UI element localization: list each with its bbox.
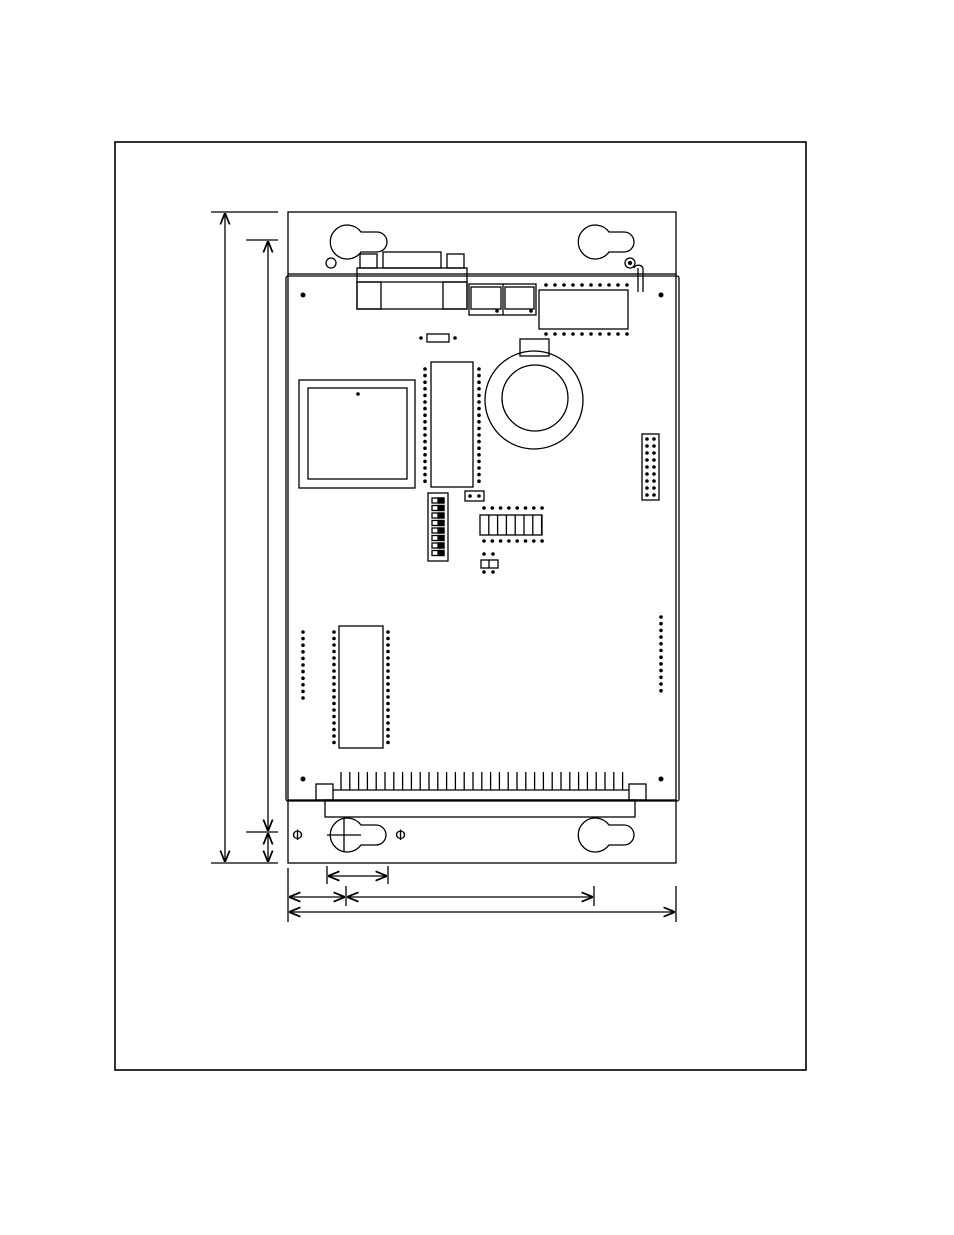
pad	[423, 427, 427, 431]
diameter-symbol-right: Φ	[395, 828, 407, 844]
pad	[507, 539, 511, 543]
pad	[332, 637, 336, 641]
pad	[524, 539, 528, 543]
pad	[477, 400, 481, 404]
pad	[645, 451, 649, 455]
switch-actuator	[438, 543, 444, 548]
dip-switch	[428, 493, 448, 561]
pad	[301, 696, 305, 700]
pad	[332, 663, 336, 667]
component-array	[480, 506, 544, 543]
pad	[598, 332, 602, 336]
pad	[477, 440, 481, 444]
pad	[477, 427, 481, 431]
pad	[332, 650, 336, 654]
dimension-vertical-inner	[246, 240, 278, 861]
pad	[386, 676, 390, 680]
pad	[423, 380, 427, 384]
pad	[499, 539, 503, 543]
ic-top-right	[539, 283, 629, 336]
small-hole-top-left	[326, 258, 336, 268]
pad	[645, 472, 649, 476]
pad	[332, 682, 336, 686]
pad	[659, 689, 663, 693]
pad	[540, 506, 544, 510]
diameter-symbol-left: Φ	[292, 828, 304, 844]
pad	[332, 702, 336, 706]
keyhole-slot-top-left	[330, 225, 387, 259]
pad	[571, 332, 575, 336]
pad	[423, 440, 427, 444]
pad	[659, 655, 663, 659]
pad	[482, 506, 486, 510]
pad	[544, 332, 548, 336]
pad	[652, 444, 656, 448]
pad	[423, 407, 427, 411]
pad	[477, 367, 481, 371]
pad	[301, 670, 305, 674]
pad	[652, 479, 656, 483]
pad	[332, 689, 336, 693]
pad	[652, 465, 656, 469]
pad	[477, 420, 481, 424]
pad	[598, 283, 602, 287]
switch-actuator	[438, 551, 444, 556]
pad	[386, 669, 390, 673]
pad	[532, 506, 536, 510]
keyhole-slot-bottom-right	[578, 818, 634, 852]
pad	[386, 643, 390, 647]
pad	[386, 689, 390, 693]
switch-actuator	[438, 513, 444, 518]
jumper-bottom	[481, 552, 498, 574]
pad	[515, 506, 519, 510]
switch-actuator	[438, 506, 444, 511]
pad	[477, 374, 481, 378]
pad	[482, 539, 486, 543]
pad	[423, 446, 427, 450]
pad	[652, 486, 656, 490]
pad	[386, 728, 390, 732]
pad	[332, 715, 336, 719]
pad	[553, 283, 557, 287]
switch-actuator	[438, 521, 444, 526]
modular-jacks	[469, 284, 536, 315]
pad	[645, 465, 649, 469]
pad	[332, 676, 336, 680]
pad	[423, 367, 427, 371]
bottom-flange	[288, 800, 676, 863]
pad	[562, 332, 566, 336]
pad	[332, 708, 336, 712]
pad	[386, 630, 390, 634]
pad	[607, 283, 611, 287]
dimension-horizontal-slot	[327, 866, 388, 884]
pad	[625, 332, 629, 336]
pad	[423, 394, 427, 398]
pad	[589, 332, 593, 336]
pad	[386, 734, 390, 738]
pad	[477, 380, 481, 384]
switch-actuator	[438, 536, 444, 541]
pad	[386, 721, 390, 725]
pad	[301, 637, 305, 641]
pad	[645, 437, 649, 441]
pad	[659, 682, 663, 686]
pad	[423, 453, 427, 457]
pad	[645, 444, 649, 448]
pad	[589, 283, 593, 287]
pad	[524, 506, 528, 510]
pad	[659, 676, 663, 680]
pad	[562, 283, 566, 287]
edge-connector	[316, 772, 646, 817]
switch-actuator	[438, 528, 444, 533]
pad	[580, 332, 584, 336]
pad	[423, 473, 427, 477]
pad	[515, 539, 519, 543]
pad	[616, 332, 620, 336]
pad	[659, 669, 663, 673]
pad	[386, 656, 390, 660]
pad	[477, 473, 481, 477]
switch-actuator	[438, 498, 444, 503]
pad	[477, 446, 481, 450]
pad	[386, 715, 390, 719]
pad	[645, 486, 649, 490]
pad	[423, 466, 427, 470]
pad	[423, 479, 427, 483]
pad	[477, 387, 481, 391]
dimension-horizontal-overall	[290, 886, 676, 922]
board-mounting-holes	[301, 293, 664, 782]
pad	[659, 615, 663, 619]
pad	[423, 400, 427, 404]
pad	[580, 283, 584, 287]
pad	[477, 453, 481, 457]
figure-frame	[115, 142, 806, 1070]
pad	[477, 407, 481, 411]
pad	[332, 728, 336, 732]
pad	[332, 630, 336, 634]
pad	[301, 643, 305, 647]
pad	[301, 683, 305, 687]
jumper-top	[465, 491, 484, 501]
pad	[477, 460, 481, 464]
pad	[659, 642, 663, 646]
pad	[499, 506, 503, 510]
pad	[386, 682, 390, 686]
pad	[332, 734, 336, 738]
pad	[477, 433, 481, 437]
pad	[423, 387, 427, 391]
processor-chip	[299, 380, 415, 488]
pad	[386, 663, 390, 667]
pad	[301, 630, 305, 634]
pad	[423, 420, 427, 424]
circuit-board	[286, 276, 679, 801]
pad	[301, 676, 305, 680]
pad	[332, 656, 336, 660]
backup-battery	[485, 339, 583, 449]
pad	[659, 662, 663, 666]
pad	[607, 332, 611, 336]
pad	[659, 649, 663, 653]
top-flange	[288, 212, 676, 274]
pad	[652, 493, 656, 497]
dip-ic-center	[423, 362, 481, 487]
pad	[507, 506, 511, 510]
pad	[332, 721, 336, 725]
pad	[386, 695, 390, 699]
pad	[332, 695, 336, 699]
pad	[386, 637, 390, 641]
pad	[491, 506, 495, 510]
pad	[332, 669, 336, 673]
pad	[491, 539, 495, 543]
pad	[423, 413, 427, 417]
pad	[645, 479, 649, 483]
pad	[386, 708, 390, 712]
db-connector	[357, 252, 467, 309]
pad	[652, 451, 656, 455]
pad-column-left	[301, 630, 305, 700]
pad	[645, 458, 649, 462]
pad	[423, 433, 427, 437]
pad	[301, 650, 305, 654]
pad	[616, 283, 620, 287]
pad	[645, 493, 649, 497]
keyhole-slot-bottom-left	[327, 818, 386, 852]
pad	[659, 629, 663, 633]
pad	[652, 458, 656, 462]
dip-ic-lower	[332, 626, 390, 748]
pad	[477, 466, 481, 470]
pad	[301, 690, 305, 694]
pad	[386, 650, 390, 654]
pad	[553, 332, 557, 336]
keyhole-slot-top-right	[578, 225, 634, 259]
pad	[477, 394, 481, 398]
pad	[386, 702, 390, 706]
pad	[571, 283, 575, 287]
pad	[659, 635, 663, 639]
pad	[532, 539, 536, 543]
pad	[625, 283, 629, 287]
pad	[301, 663, 305, 667]
pad	[659, 622, 663, 626]
pad	[477, 413, 481, 417]
pin-header-right	[642, 434, 659, 500]
pad	[301, 657, 305, 661]
pad	[423, 374, 427, 378]
pad-column-right	[659, 615, 663, 692]
pad	[477, 479, 481, 483]
pad	[652, 437, 656, 441]
resistor-small	[419, 334, 457, 342]
pad	[652, 472, 656, 476]
pad	[386, 741, 390, 745]
pad	[544, 283, 548, 287]
pad	[332, 643, 336, 647]
pad	[423, 460, 427, 464]
pad	[540, 539, 544, 543]
pad	[332, 741, 336, 745]
